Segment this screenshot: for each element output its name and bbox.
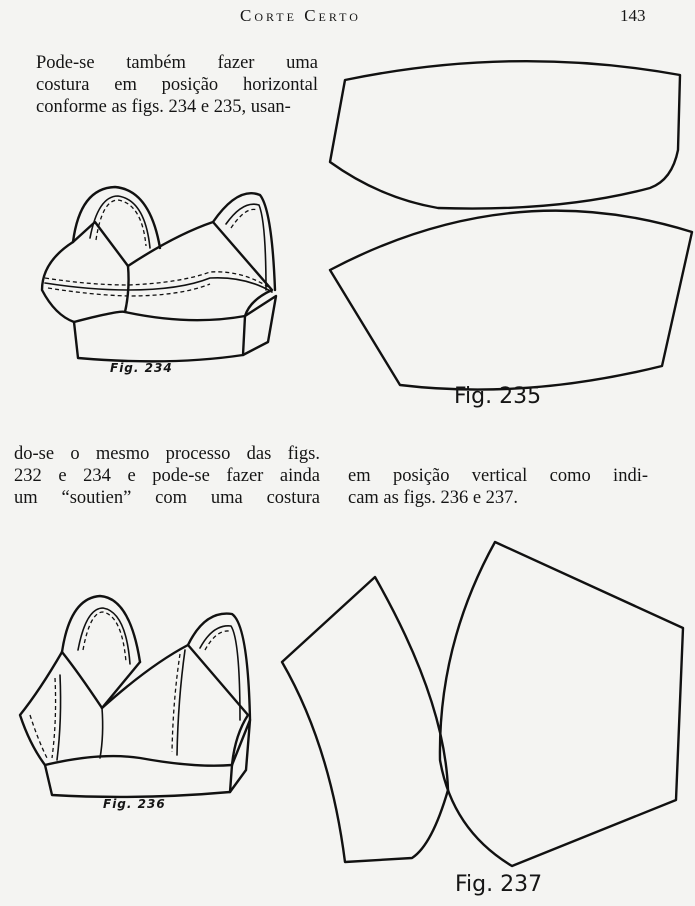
fig-234-drawing <box>42 187 276 361</box>
fig-236-label: Fig. 236 <box>103 797 166 811</box>
fig-237-left-piece <box>282 577 448 862</box>
fig-235-bottom-piece <box>330 211 692 390</box>
paragraph-line: Pode-se também fazer uma <box>36 53 318 73</box>
fig-236-drawing <box>20 596 250 797</box>
fig-235-label: Fig. 235 <box>454 384 542 409</box>
paragraph-line: 232 e 234 e pode-se fazer ainda <box>14 466 320 486</box>
paragraph-line: do-se o mesmo processo das figs. <box>14 444 320 464</box>
paragraph-line: em posição vertical como indi- <box>348 466 648 486</box>
page-number: 143 <box>620 6 646 25</box>
paragraph-line: costura em posição horizontal <box>36 75 318 95</box>
fig-237-right-piece <box>440 542 683 866</box>
paragraph-line: conforme as figs. 234 e 235, usan- <box>36 97 291 117</box>
fig-235-top-piece <box>330 61 680 208</box>
paragraph-line: um “soutien” com uma costura <box>14 488 320 508</box>
fig-234-label: Fig. 234 <box>110 361 173 375</box>
fig-237-label: Fig. 237 <box>455 872 543 897</box>
running-title: Corte Certo <box>240 6 361 25</box>
paragraph-line: cam as figs. 236 e 237. <box>348 488 519 508</box>
